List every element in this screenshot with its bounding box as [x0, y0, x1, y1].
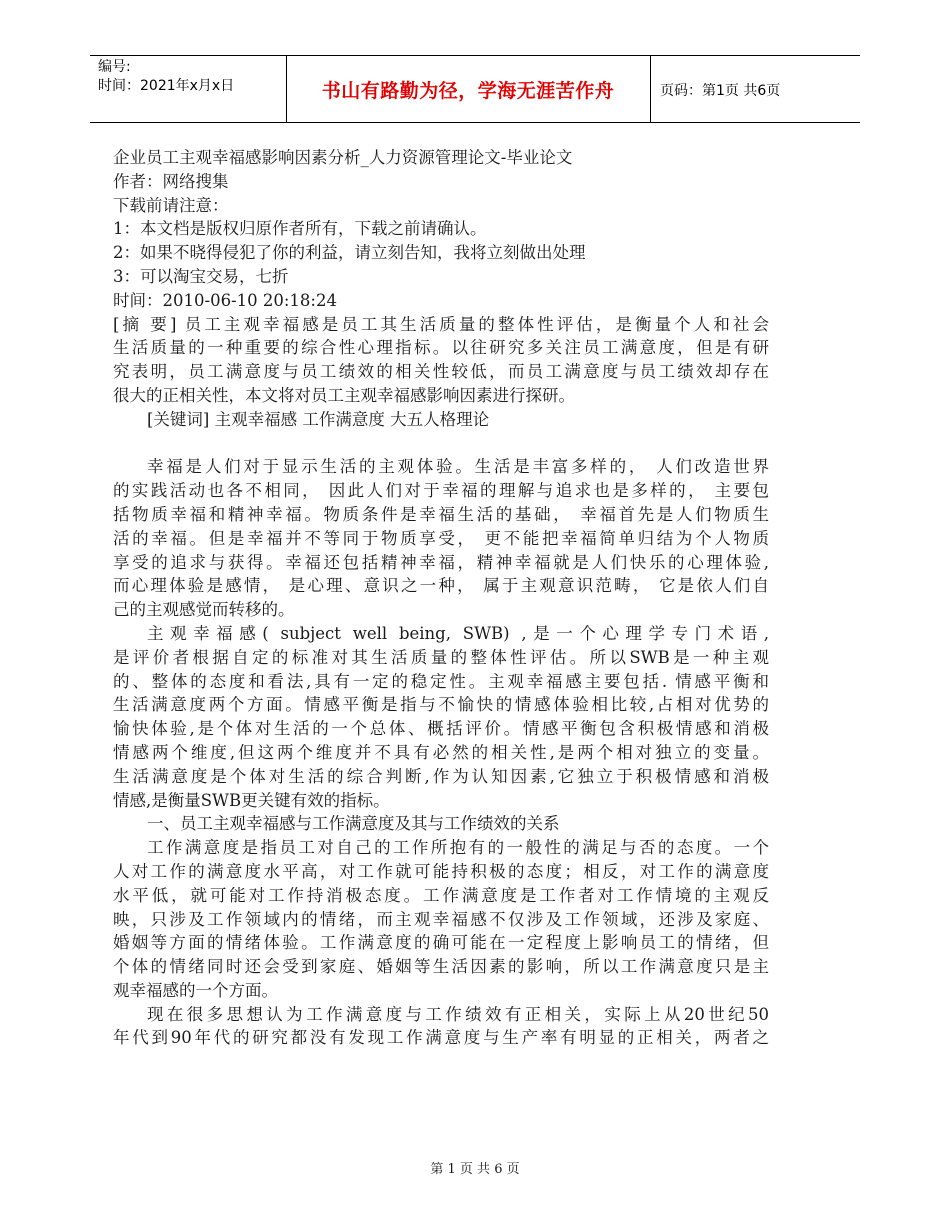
paragraph-4: [113, 1003, 769, 1051]
header-divider-right: [650, 56, 651, 122]
keywords: [关键词] 主观幸福感 工作满意度 大五人格理论: [147, 409, 490, 429]
paragraph-line: 情感两个维度,但这两个维度并不具有必然的相关性,是两个相对独立的变量。: [113, 742, 769, 762]
paragraph-3: [113, 836, 769, 1003]
time-label: 时间：2021年x月x日: [98, 78, 235, 94]
paragraph-line: 婚姻等方面的情绪体验。工作满意度的确可能在一定程度上影响员工的情绪，但: [113, 933, 769, 953]
paragraph-line: 己的主观感觉而转移的。: [113, 600, 295, 620]
paragraph-line: 括物质幸福和精神幸福。物质条件是幸福生活的基础， 幸福首先是人们物质生: [113, 504, 769, 524]
notice-heading: 下载前请注意：: [113, 195, 229, 215]
header-table: [90, 55, 860, 123]
article-time: 时间：2010-06-10 20:18:24: [113, 290, 337, 310]
abstract: [113, 313, 769, 408]
paragraph-1: [113, 455, 769, 622]
paragraph-line: 人对工作的满意度水平高，对工作就可能持积极的态度；相反，对工作的满意度: [113, 861, 769, 881]
paragraph-line: 的、整体的态度和看法,具有一定的稳定性。主观幸福感主要包括. 情感平衡和: [113, 671, 769, 691]
abstract-line: 究表明，员工满意度与员工绩效的相关性较低，而员工满意度与员工绩效却存在: [113, 362, 769, 382]
paragraph-line: 是评价者根据自定的标准对其生活质量的整体性评估。所以SWB是一种主观: [113, 647, 769, 667]
blank-line: [113, 432, 769, 456]
abstract-line: [摘 要] 员工主观幸福感是员工其生活质量的整体性评估，是衡量个人和社会: [113, 314, 769, 334]
section-heading: 一、员工主观幸福感与工作满意度及其与工作绩效的关系: [147, 814, 560, 834]
paragraph-line: 映，只涉及工作领域内的情绪，而主观幸福感不仅涉及工作领域，还涉及家庭、: [113, 909, 769, 929]
paragraph-line: 水平低，就可能对工作持消极态度。工作满意度是工作者对工作情境的主观反: [113, 885, 769, 905]
article-title: 企业员工主观幸福感影响因素分析_人力资源管理论文-毕业论文: [113, 148, 573, 167]
number-label: 编号:: [98, 59, 131, 75]
article-author: 作者：网络搜集: [113, 171, 229, 191]
paragraph-line: 情感,是衡量SWB更关键有效的指标。: [113, 790, 390, 810]
header-page-info: 页码：第1页 共6页: [660, 83, 781, 99]
page-footer: 第 1 页 共 6 页: [430, 1162, 520, 1177]
paragraph-2: [113, 622, 769, 812]
paragraph-line: 而心理体验是感情， 是心理、意识之一种， 属于主观意识范畴， 它是依人们自: [113, 576, 769, 596]
paragraph-line: 现在很多思想认为工作满意度与工作绩效有正相关，实际上从20世纪50: [147, 1004, 769, 1024]
notice-item-1: 1：本文档是版权归原作者所有，下载之前请确认。: [113, 219, 487, 239]
paragraph-line: 工作满意度是指员工对自己的工作所抱有的一般性的满足与否的态度。一个: [147, 838, 769, 858]
header-meta: [98, 58, 234, 96]
notice-item-2: 2：如果不晓得侵犯了你的利益，请立刻告知，我将立刻做出处理: [113, 243, 586, 263]
abstract-line: 很大的正相关性，本文将对员工主观幸福感影响因素进行探研。: [113, 385, 575, 405]
paragraph-line: 生活满意度是个体对生活的综合判断,作为认知因素,它独立于积极情感和消极: [113, 766, 769, 786]
paragraph-line: 享受的追求与获得。幸福还包括精神幸福，精神幸福就是人们快乐的心理体验,: [113, 552, 769, 572]
paragraph-line: 幸福是人们对于显示生活的主观体验。生活是丰富多样的， 人们改造世界: [147, 457, 769, 477]
paragraph-line: 个体的情绪同时还会受到家庭、婚姻等生活因素的影响，所以工作满意度只是主: [113, 957, 769, 977]
paragraph-line: 主观幸福感( subject well being, SWB) ,是一个心理学专门术语,: [147, 623, 769, 643]
paragraph-line: 年代到90年代的研究都没有发现工作满意度与生产率有明显的正相关，两者之: [113, 1028, 769, 1048]
abstract-line: 生活质量的一种重要的综合性心理指标。以往研究多关注员工满意度，但是有研: [113, 338, 769, 358]
paragraph-line: 活的幸福。但是幸福并不等同于物质享受， 更不能把幸福简单归结为个人物质: [113, 528, 769, 548]
notice-item-3: 3：可以淘宝交易，七折: [113, 266, 289, 286]
paragraph-line: 愉快体验,是个体对生活的一个总体、概括评价。情感平衡包含积极情感和消极: [113, 719, 769, 739]
paragraph-line: 观幸福感的一个方面。: [113, 980, 278, 1000]
paragraph-line: 生活满意度两个方面。情感平衡是指与不愉快的情感体验相比较,占相对优势的: [113, 695, 769, 715]
paragraph-line: 的实践活动也各不相同， 因此人们对于幸福的理解与追求也是多样的， 主要包: [113, 481, 769, 501]
header-slogan: 书山有路勤为径，学海无涯苦作舟: [321, 80, 615, 102]
document-body: [113, 146, 769, 1050]
